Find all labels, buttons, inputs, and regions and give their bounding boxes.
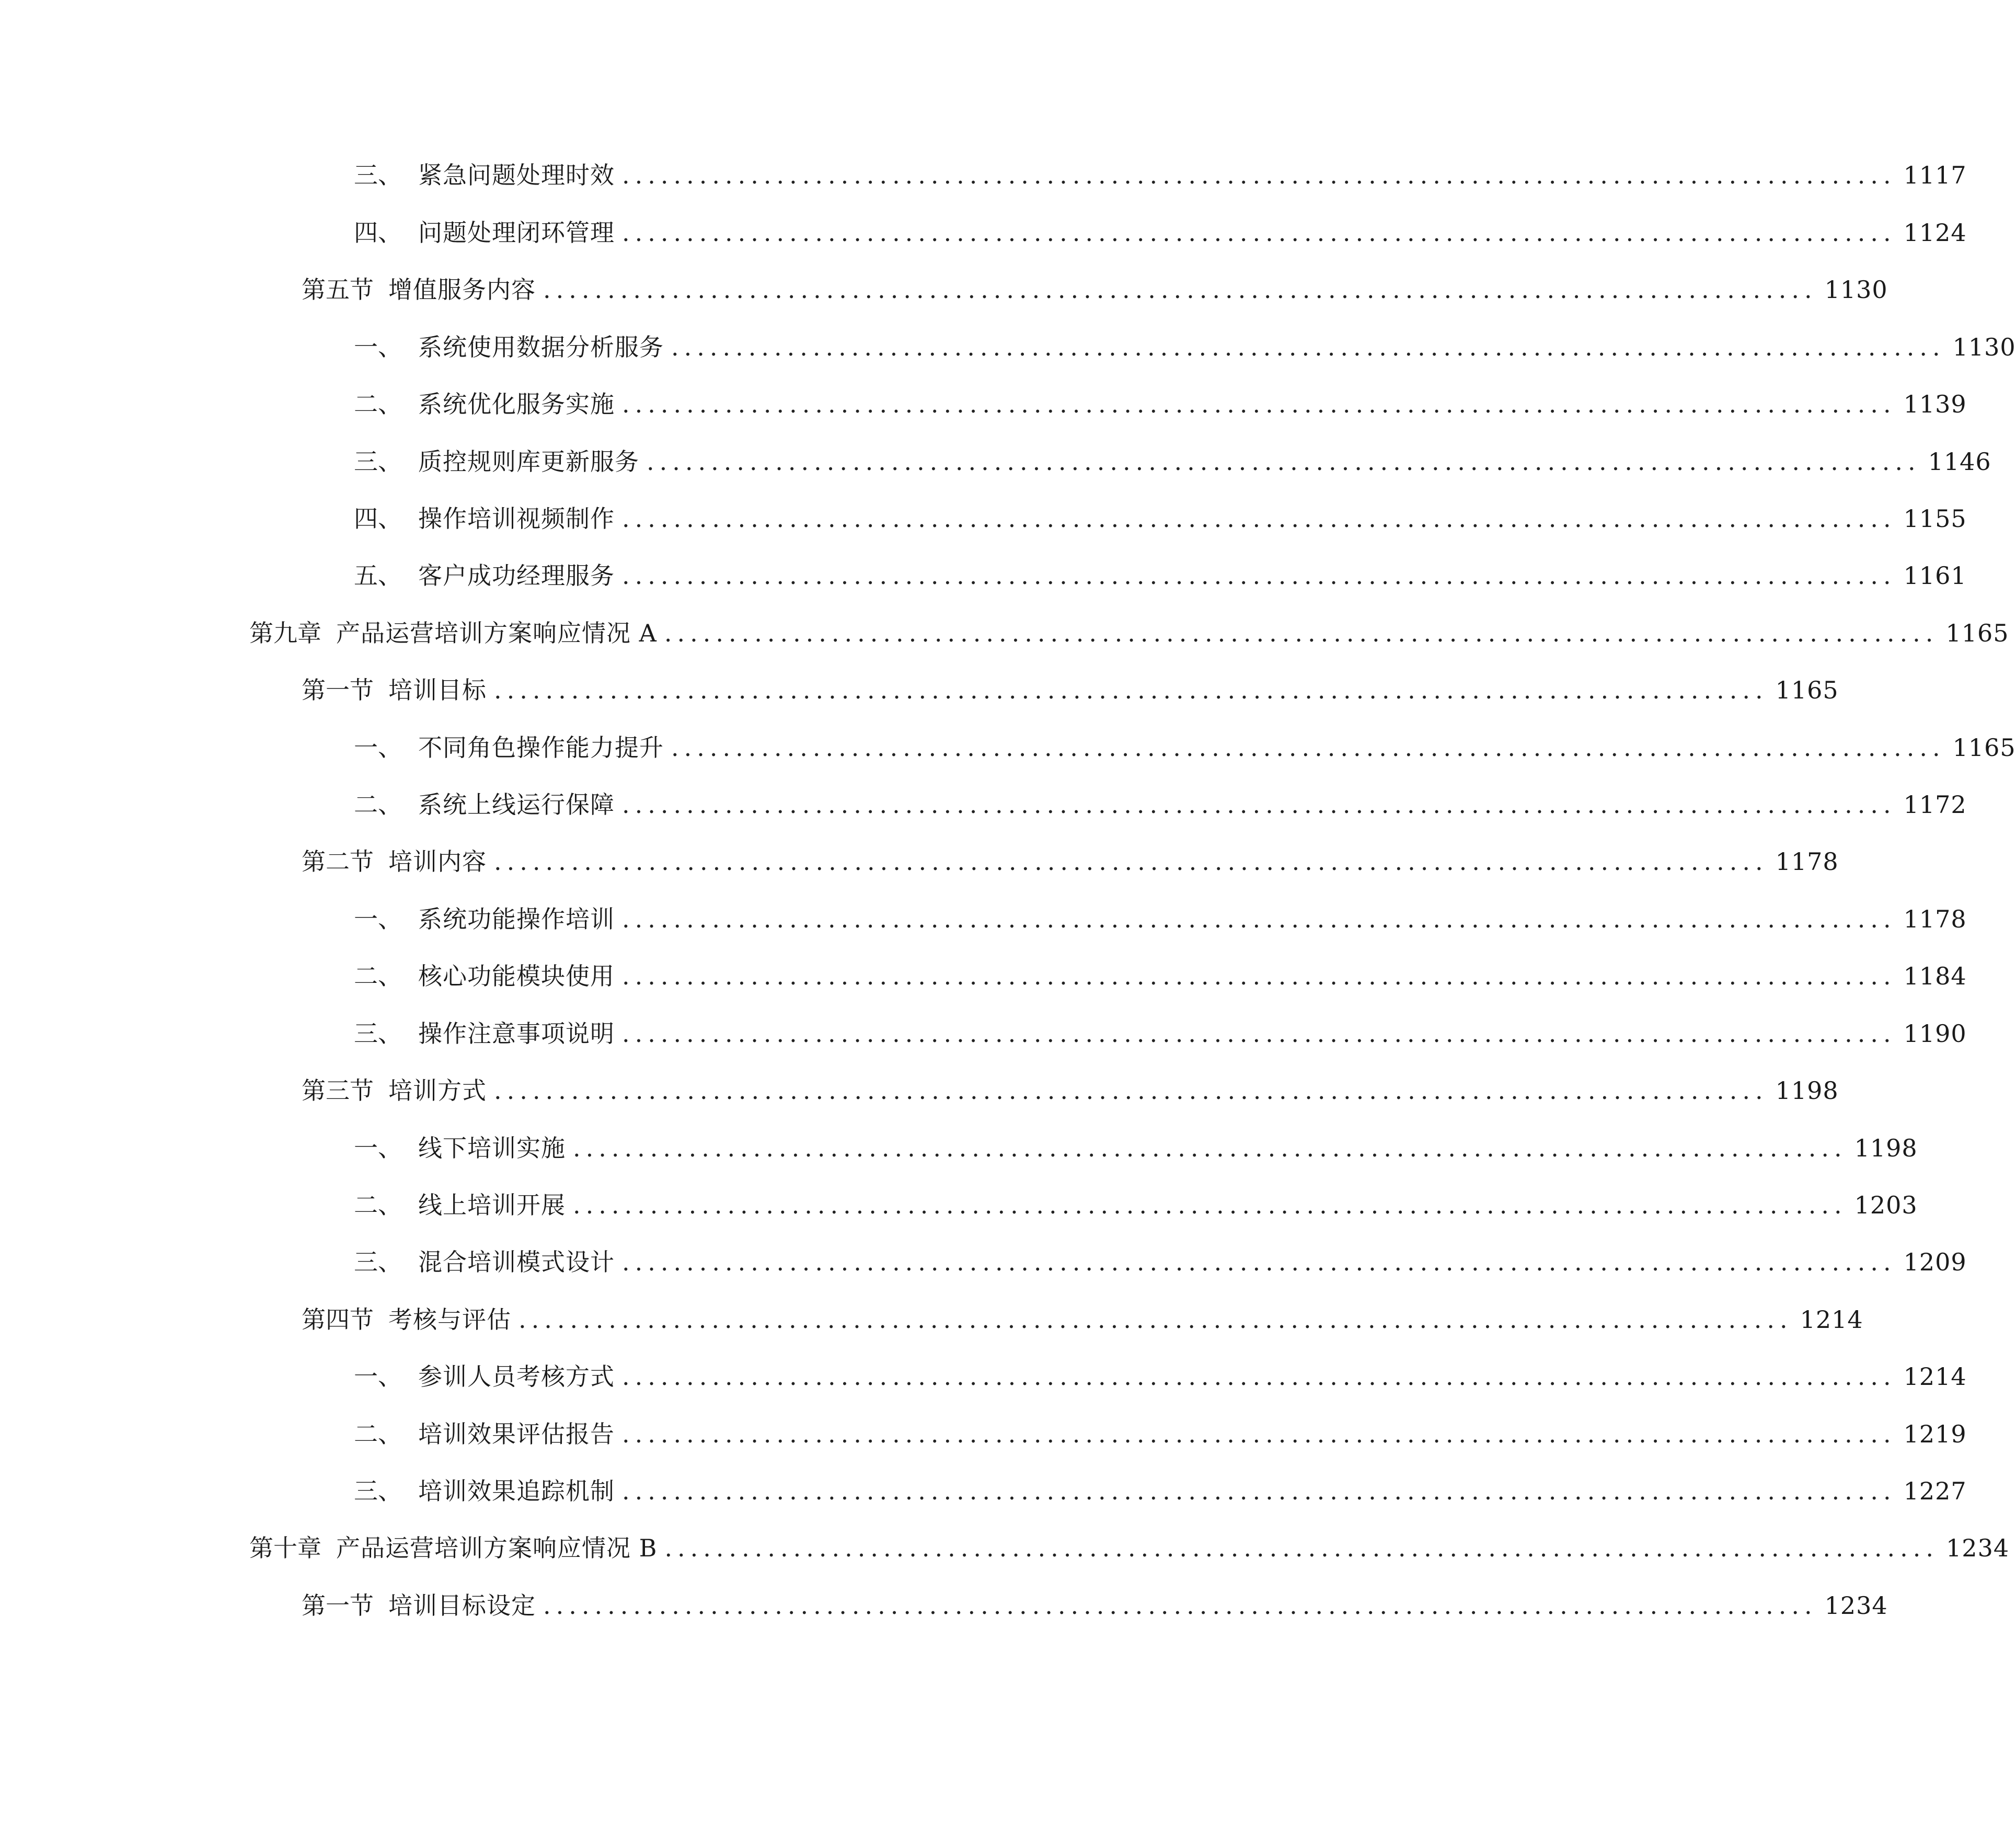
toc-dot-leader: ................................................................................................... [622,790,1896,819]
toc-entry[interactable] [354,383,1967,425]
toc-dot-leader: ................................................................................................... [519,1305,1793,1334]
toc-entry-title: 系统优化服务实施 [418,390,615,418]
toc-entry[interactable] [354,1184,1918,1226]
toc-entry-number: 三、 [354,1477,402,1505]
toc-entry[interactable] [354,1413,1967,1455]
toc-entry-title: 线下培训实施 [418,1134,566,1162]
toc-dot-leader: ................................................................................................... [543,1591,1817,1620]
toc-entry-number: 二、 [354,390,402,418]
toc-dot-leader: ................................................................................................... [622,1420,1896,1448]
toc-entry-title: 参训人员考核方式 [418,1362,615,1391]
toc-entry-title: 操作注意事项说明 [418,1019,615,1048]
toc-entry[interactable] [354,955,1967,997]
toc-entry[interactable] [354,727,2016,769]
toc-entry-title: 系统功能操作培训 [418,905,615,933]
toc-entry-number: 三、 [354,161,402,189]
toc-entry[interactable] [354,1127,1918,1169]
toc-entry-title: 培训方式 [388,1076,487,1105]
toc-entry-title: 考核与评估 [388,1305,511,1334]
toc-entry-number: 第二节 [302,847,374,876]
toc-entry[interactable] [302,841,1839,882]
toc-entry-number: 三、 [354,1248,402,1276]
toc-dot-leader: ................................................................................................... [573,1134,1847,1162]
toc-page-number: 1130 [1824,276,1888,304]
toc-dot-leader: ................................................................................................... [573,1191,1847,1219]
toc-page-number: 1161 [1903,561,1967,590]
toc-entry[interactable] [354,154,1967,196]
toc-entry-title: 操作培训视频制作 [418,505,615,533]
toc-entry-title: 客户成功经理服务 [418,561,615,590]
toc-page-number: 1198 [1775,1076,1839,1105]
toc-page-number: 1172 [1903,790,1967,819]
toc-entry-number: 一、 [354,1134,402,1162]
toc-page-number: 1214 [1903,1362,1967,1391]
toc-entry-number: 四、 [354,505,402,533]
toc-entry[interactable] [354,1241,1967,1283]
toc-entry[interactable] [354,898,1967,940]
toc-entry-title: 混合培训模式设计 [418,1248,615,1276]
toc-entry-number: 一、 [354,733,402,762]
toc-page-number: 1178 [1775,847,1839,876]
toc-entry-title: 系统上线运行保障 [418,790,615,819]
toc-entry[interactable] [354,1013,1967,1054]
toc-dot-leader: ................................................................................................... [622,161,1896,189]
toc-entry-number: 第四节 [302,1305,374,1334]
toc-entry-number: 第三节 [302,1076,374,1105]
toc-entry-number: 二、 [354,1191,402,1219]
toc-entry-number: 一、 [354,1362,402,1391]
toc-entry[interactable] [354,1356,1967,1397]
toc-entry-title: 培训目标 [388,676,487,704]
toc-page-number: 1214 [1800,1305,1863,1334]
toc-page-number: 1165 [1775,676,1839,704]
toc-entry-number: 三、 [354,1019,402,1048]
toc-entry[interactable] [354,1470,1967,1512]
toc-entry-number: 二、 [354,790,402,819]
toc-entry-number: 五、 [354,561,402,590]
toc-entry-number: 二、 [354,962,402,990]
toc-entry-title: 线上培训开展 [418,1191,566,1219]
toc-page-number: 1219 [1903,1420,1967,1448]
toc-entry[interactable] [249,612,2009,654]
toc-entry-title: 培训目标设定 [388,1591,536,1620]
toc-page-number: 1146 [1928,448,1991,476]
toc-dot-leader: ................................................................................................... [622,1362,1896,1391]
toc-entry[interactable] [302,1070,1839,1111]
toc-dot-leader: ................................................................................................... [671,733,1945,762]
toc-entry-title: 培训效果评估报告 [418,1420,615,1448]
toc-entry-number: 第十章 [249,1534,321,1562]
toc-page-number: 1234 [1824,1591,1888,1620]
toc-entry-number: 四、 [354,219,402,247]
toc-entry[interactable] [302,1585,1888,1626]
toc-dot-leader: ................................................................................................... [494,847,1768,876]
toc-entry-title: 不同角色操作能力提升 [418,733,664,762]
toc-entry[interactable] [354,212,1967,254]
toc-entry[interactable] [354,555,1967,597]
toc-entry-title: 核心功能模块使用 [418,962,615,990]
toc-entry[interactable] [354,441,1991,483]
toc-entry-title: 产品运营培训方案响应情况 A [336,619,657,647]
toc-dot-leader: ................................................................................................... [647,448,1921,476]
toc-dot-leader: ................................................................................................... [543,276,1817,304]
toc-dot-leader: ................................................................................................... [622,905,1896,933]
toc-dot-leader: ................................................................................................... [494,1076,1768,1105]
toc-entry[interactable] [354,326,2016,368]
toc-entry-title: 紧急问题处理时效 [418,161,615,189]
toc-page-number: 1130 [1952,333,2016,361]
toc-page-number: 1165 [1945,619,2009,647]
toc-page-number: 1227 [1903,1477,1967,1505]
toc-dot-leader: ................................................................................................... [664,619,1939,647]
toc-entry-title: 系统使用数据分析服务 [418,333,664,361]
toc-entry-number: 第一节 [302,1591,374,1620]
toc-dot-leader: ................................................................................................... [622,505,1896,533]
toc-page-number: 1124 [1903,219,1967,247]
toc-entry-title: 增值服务内容 [388,276,536,304]
toc-page-number: 1178 [1903,905,1967,933]
toc-dot-leader: ................................................................................................... [622,219,1896,247]
toc-entry-title: 问题处理闭环管理 [418,219,615,247]
toc-entry[interactable] [302,669,1839,711]
toc-dot-leader: ................................................................................................... [622,390,1896,418]
toc-dot-leader: ................................................................................................... [664,1534,1939,1562]
toc-entry[interactable] [249,1527,2010,1569]
toc-page-number: 1139 [1903,390,1967,418]
toc-entry-title: 质控规则库更新服务 [418,448,639,476]
toc-page-number: 1209 [1903,1248,1967,1276]
toc-dot-leader: ................................................................................................... [622,561,1896,590]
toc-entry-title: 产品运营培训方案响应情况 B [336,1534,658,1562]
toc-entry-number: 第一节 [302,676,374,704]
toc-entry-number: 第五节 [302,276,374,304]
toc-entry-number: 第九章 [249,619,321,647]
toc-entry-title: 培训效果追踪机制 [418,1477,615,1505]
toc-page-number: 1165 [1952,733,2016,762]
toc-entry-title: 培训内容 [388,847,487,876]
toc-page-number: 1184 [1903,962,1967,990]
toc-dot-leader: ................................................................................................... [494,676,1768,704]
toc-page-number: 1203 [1854,1191,1918,1219]
toc-entry[interactable] [302,1299,1863,1340]
toc-dot-leader: ................................................................................................... [671,333,1945,361]
toc-entry-number: 三、 [354,448,402,476]
toc-page-number: 1234 [1946,1534,2010,1562]
toc-entry[interactable] [354,784,1967,826]
toc-page-number: 1155 [1903,505,1967,533]
toc-entry[interactable] [302,269,1888,311]
toc-dot-leader: ................................................................................................... [622,1248,1896,1276]
toc-entry-number: 二、 [354,1420,402,1448]
toc-dot-leader: ................................................................................................... [622,1477,1896,1505]
toc-entry[interactable] [354,498,1967,540]
toc-page-number: 1198 [1854,1134,1918,1162]
toc-page-number: 1117 [1903,161,1967,189]
toc-dot-leader: ................................................................................................... [622,1019,1896,1048]
toc-page-number: 1190 [1903,1019,1967,1048]
toc-dot-leader: ................................................................................................... [622,962,1896,990]
toc-entry-number: 一、 [354,905,402,933]
toc-entry-number: 一、 [354,333,402,361]
